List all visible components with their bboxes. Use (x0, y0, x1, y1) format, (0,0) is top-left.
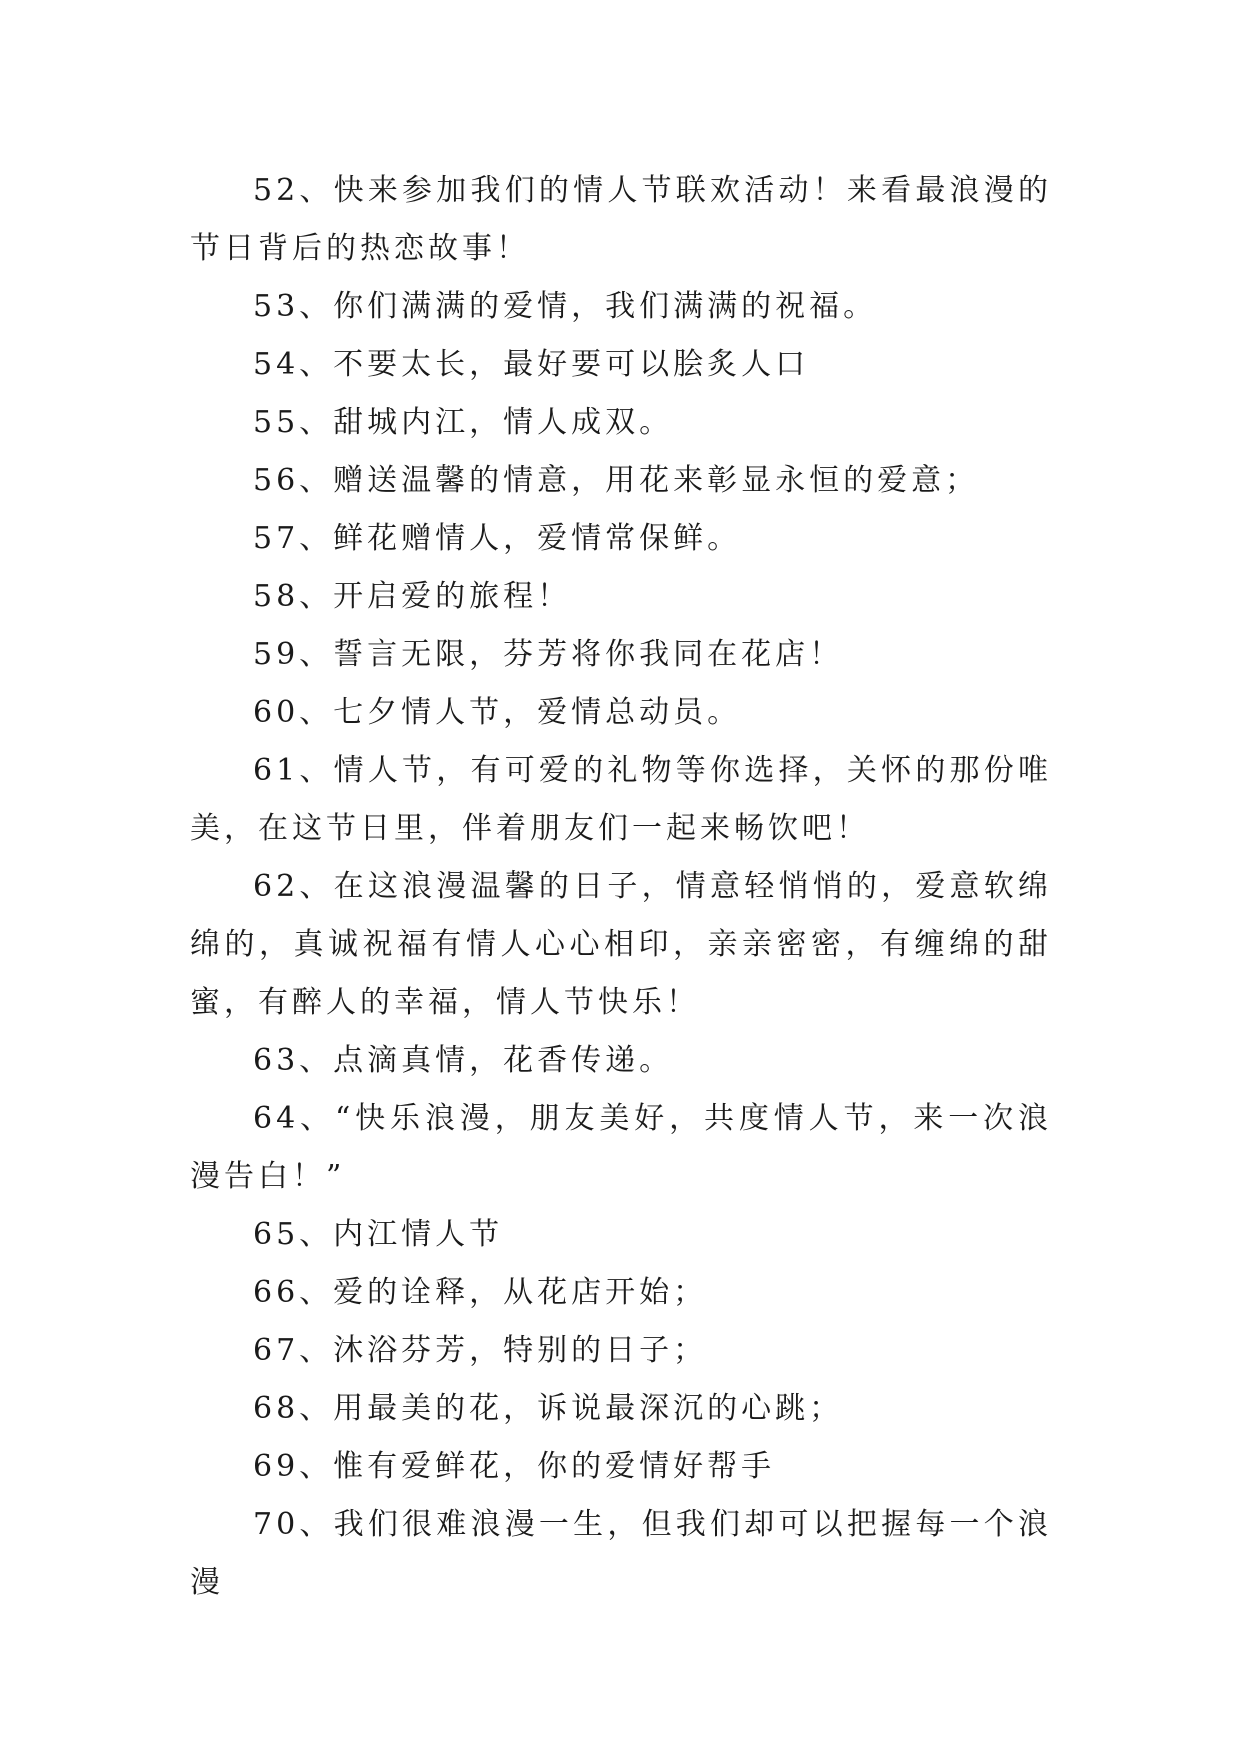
paragraph-55: 55、甜城内江，情人成双。 (253, 405, 674, 440)
paragraph-66: 66、爱的诠释，从花店开始； (253, 1275, 708, 1310)
paragraph-67: 67、沐浴芬芳，特别的日子； (253, 1333, 708, 1368)
paragraph-52: 52、快来参加我们的情人节联欢活动！来看最浪漫的节日背后的热恋故事！ (190, 173, 1052, 266)
paragraph-64: 64、“快乐浪漫，朋友美好，共度情人节，来一次浪漫告白！” (190, 1101, 1052, 1194)
paragraph-59: 59、誓言无限，芬芳将你我同在花店！ (253, 637, 844, 672)
paragraph-60: 60、七夕情人节，爱情总动员。 (253, 695, 742, 730)
paragraph-56: 56、赠送温馨的情意，用花来彰显永恒的爱意； (253, 463, 980, 498)
paragraph-70: 70、我们很难浪漫一生，但我们却可以把握每一个浪漫 (190, 1507, 1052, 1600)
paragraph-69: 69、惟有爱鲜花，你的爱情好帮手 (253, 1449, 776, 1484)
paragraph-53: 53、你们满满的爱情，我们满满的祝福。 (253, 289, 878, 324)
document-body (190, 162, 1052, 1612)
paragraph-61: 61、情人节，有可爱的礼物等你选择，关怀的那份唯美，在这节日里，伴着朋友们一起来畅饮吧！ (190, 753, 1052, 846)
paragraph-63: 63、点滴真情，花香传递。 (253, 1043, 674, 1078)
paragraph-57: 57、鲜花赠情人，爱情常保鲜。 (253, 521, 742, 556)
paragraph-65: 65、内江情人节 (253, 1217, 504, 1252)
paragraph-62: 62、在这浪漫温馨的日子，情意轻悄悄的，爱意软绵绵的，真诚祝福有情人心心相印，亲亲密密，有缠绵的甜蜜，有醉人的幸福，情人节快乐！ (190, 869, 1052, 1020)
paragraph-68: 68、用最美的花，诉说最深沉的心跳； (253, 1391, 844, 1426)
paragraph-54: 54、不要太长，最好要可以脍炙人口 (253, 347, 810, 382)
paragraph-58: 58、开启爱的旅程！ (253, 579, 572, 614)
